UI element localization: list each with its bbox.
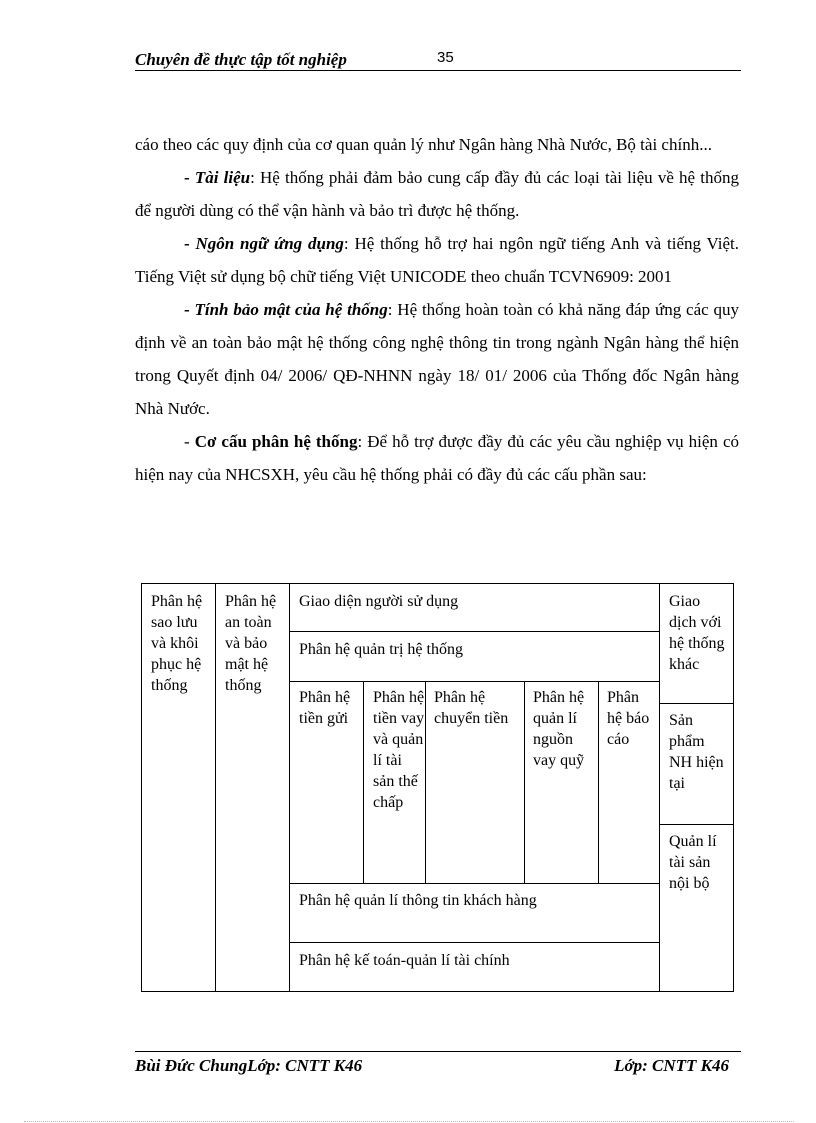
paragraph-text: : Hệ thống hỗ trợ hai ngôn ngữ tiếng Anh và tiếng Việt. Tiếng Việt sử dụng bộ chữ tiếng Việt UNICODE theo chuẩn TCVN6909: 2001 [135, 234, 740, 286]
cell-report: Phân hệ báo cáo [607, 689, 650, 748]
cell-loan: Phân hệ tiền vay và quản lí tài sản thế chấp [373, 689, 425, 811]
bullet-dash: - [184, 300, 195, 319]
paragraph-text: : Hệ thống phải đảm bảo cung cấp đầy đủ các loại tài liệu về hệ thống để người dùng có thể vận hành và bảo trì được hệ thống. [135, 168, 739, 220]
page-bottom-edge [24, 1121, 794, 1122]
paragraph: cáo theo các quy định của cơ quan quản lý như Ngân hàng Nhà Nước, Bộ tài chính... [135, 135, 712, 154]
divider [215, 584, 216, 991]
term: Tài liệu [194, 168, 251, 187]
cell-fund: Phân hệ quản lí nguồn vay quỹ [533, 689, 585, 769]
divider [289, 584, 290, 991]
page-footer [135, 1051, 741, 1075]
cell-external: Giao dịch với hệ thống khác [669, 593, 725, 673]
divider [289, 631, 659, 632]
cell-customer: Phân hệ quản lí thông tin khách hàng [299, 892, 537, 909]
cell-products: Sản phẩm NH hiện tại [669, 712, 724, 792]
divider [289, 942, 659, 943]
paragraph [135, 425, 739, 491]
cell-security: Phân hệ an toàn và bảo mật hệ thống [225, 593, 277, 694]
paragraph [135, 227, 739, 293]
term: Tính bảo mật của hệ thống [194, 300, 388, 319]
footer-class: Lớp: CNTT K46 [614, 1056, 729, 1075]
divider [363, 681, 364, 883]
divider [289, 883, 659, 884]
bullet-dash: - [184, 234, 196, 253]
cell-user-interface: Giao diện người sử dụng [299, 593, 459, 610]
paragraph-text: : Hệ thống hoàn toàn có khả năng đáp ứng các quy định về an toàn bảo mật hệ thống công nghệ thông tin trong ngành Ngân hàng thể hiện trong Quyết định 04/ 2006/ QĐ-NHNN ngày 18/ 01/ 2006 của Thống đốc Ngân hàng Nhà Nước. [135, 300, 739, 418]
divider [659, 584, 660, 991]
paragraph [135, 161, 739, 227]
divider [524, 681, 525, 883]
cell-deposit: Phân hệ tiền gửi [299, 689, 351, 727]
cell-transfer: Phân hệ chuyển tiền [434, 689, 509, 727]
document-title: Chuyên đề thực tập tốt nghiệp [135, 50, 347, 69]
cell-backup: Phân hệ sao lưu và khôi phục hệ thống [151, 593, 203, 694]
cell-accounting: Phân hệ kế toán-quản lí tài chính [299, 952, 510, 969]
cell-admin: Phân hệ quản trị hệ thống [299, 641, 463, 658]
paragraph [135, 293, 739, 425]
cell-assets: Quản lí tài sản nội bộ [669, 833, 717, 892]
body-text [135, 128, 739, 491]
term: Ngôn ngữ ứng dụng [195, 234, 344, 253]
term: Cơ cấu phân hệ thống [194, 432, 358, 451]
bullet-dash: - [184, 432, 195, 451]
footer-author: Bùi Đức ChungLớp: CNTT K46 [135, 1056, 363, 1075]
page-header [135, 48, 741, 71]
divider [598, 681, 599, 883]
divider [659, 824, 733, 825]
system-structure-table [141, 583, 734, 992]
divider [425, 681, 426, 883]
page-number: 35 [437, 49, 454, 66]
divider [659, 703, 733, 704]
bullet-dash: - [184, 168, 195, 187]
divider [289, 681, 659, 682]
paragraph-text: : Để hỗ trợ được đầy đủ các yêu cầu nghiệp vụ hiện có hiện nay của NHCSXH, yêu cầu hệ thống phải có đầy đủ các cấu phần sau: [135, 432, 739, 484]
